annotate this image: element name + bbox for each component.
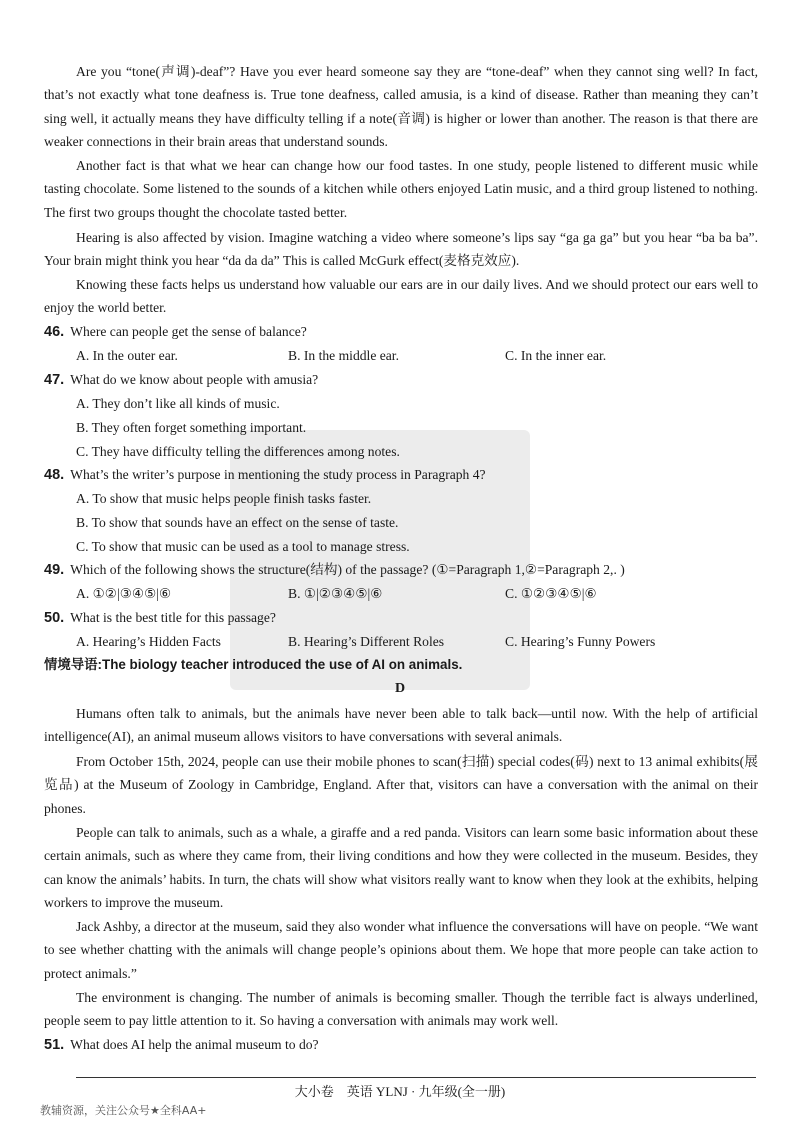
question-50: [44, 606, 758, 630]
question-49-options: [0, 582, 800, 605]
passage-d-paragraph-2: From October 15th, 2024, people can use their mobile phones to scan(扫描) special codes(码) next to 13 animal exhibits(展览品) at the Museum of Zoology in Cambridge, England. After that, visitors can have a conversation with the animal on their phones.: [44, 754, 758, 816]
question-number: 47.: [44, 372, 65, 388]
option-c[interactable]: C. Hearing’s Funny Powers: [505, 634, 656, 649]
option-c[interactable]: C. They have difficulty telling the differences among notes.: [76, 444, 400, 459]
footer-title: 大小卷 英语 YLNJ · 九年级(全一册): [294, 1084, 506, 1099]
context-intro: 情境导语:The biology teacher introduced the use of AI on animals.: [44, 657, 463, 672]
option-a[interactable]: A. They don’t like all kinds of music.: [76, 396, 280, 411]
question-number: 49.: [44, 562, 65, 578]
option-a[interactable]: A. ①②|③④⑤|⑥: [76, 586, 172, 601]
question-49: [44, 558, 758, 582]
passage-d-paragraph-4: Jack Ashby, a director at the museum, said they also wonder what influence the conversations will have on people. “We want to see whether chatting with the animals will change people’s opinions about them. We hope that more people can take action to protect animals.”: [44, 919, 758, 981]
passage-c-paragraph-2: Another fact is that what we hear can change how our food tastes. In one study, people listened to different music while tasting chocolate. Some listened to the sounds of a kitchen while others enjoyed Latin music, and a third group listened to nothing. The first two groups thought the chocolate tasted better.: [44, 158, 758, 220]
option-b[interactable]: B. In the middle ear.: [288, 348, 399, 363]
option-c[interactable]: C. ①②③④⑤|⑥: [505, 586, 597, 601]
passage-d-paragraph-3: People can talk to animals, such as a whale, a giraffe and a red panda. Visitors can learn some basic information about these certain animals, such as where they came from, their living conditions and how they were collected in the museum. Besides, they can know the animals’ habits. In turn, the chats will show what visitors really want to know when they look at the exhibits, helping workers to improve the museum.: [44, 825, 758, 911]
option-c[interactable]: C. To show that music can be used as a tool to manage stress.: [76, 539, 410, 554]
question-number: 46.: [44, 324, 65, 340]
passage-c-paragraph-3: Hearing is also affected by vision. Imagine watching a video where someone’s lips say “ga ga ga” but you hear “ba ba ba”. Your brain might think you hear “da da da” This is called McGurk effect(麦格克效应).: [44, 230, 758, 269]
passage-d-paragraph-1: Humans often talk to animals, but the animals have never been able to talk back—until now. With the help of artificial intelligence(AI), an animal museum allows visitors to have conversations with several animals.: [44, 706, 758, 745]
option-b[interactable]: B. To show that sounds have an effect on the sense of taste.: [76, 515, 399, 530]
option-b[interactable]: B. Hearing’s Different Roles: [288, 634, 445, 649]
passage-d-paragraph-5: The environment is changing. The number of animals is becoming smaller. Though the terrible fact is always underlined, people seem to pay little attention to it. So having a conversation with animals may work well.: [44, 990, 758, 1029]
passage-c-paragraph-1: Are you “tone(声调)-deaf”? Have you ever heard someone say they are “tone-deaf” when they cannot sing well? In fact, that’s not exactly what tone deafness is. True tone deafness, called amusia, is a kind of disease. Rather than meaning they can’t sing well, it actually means they have difficulty telling if a note(音调) is higher or lower than another. The reason is that there are weaker connections in their brain areas that understand sounds.: [44, 64, 759, 150]
question-stem: Where can people get the sense of balance?: [70, 324, 307, 339]
question-number: 48.: [44, 467, 65, 483]
footer-note: 教辅资源，关注公众号★全科AA+: [40, 1104, 207, 1117]
question-51: [44, 1033, 758, 1057]
question-number: 51.: [44, 1037, 65, 1053]
question-46-options: [0, 344, 800, 367]
option-a[interactable]: A. To show that music helps people finish tasks faster.: [76, 491, 372, 506]
option-a[interactable]: A. In the outer ear.: [76, 348, 178, 363]
passage-c-paragraph-4: Knowing these facts helps us understand how valuable our ears are in our daily lives. And we should protect our ears well to enjoy the world better.: [44, 277, 758, 316]
question-stem: Which of the following shows the structure(结构) of the passage? (①=Paragraph 1,②=Paragraph 2,. ): [70, 562, 625, 577]
option-b[interactable]: B. They often forget something important.: [76, 420, 307, 435]
option-a[interactable]: A. Hearing’s Hidden Facts: [76, 634, 221, 649]
question-46: [44, 320, 758, 344]
option-c[interactable]: C. In the inner ear.: [505, 348, 607, 363]
question-stem: What is the best title for this passage?: [70, 610, 276, 625]
question-48: [44, 463, 758, 487]
section-label: D: [394, 681, 406, 696]
option-b[interactable]: B. ①|②③④⑤|⑥: [288, 586, 383, 601]
question-50-options: [0, 630, 800, 653]
question-stem: What do we know about people with amusia?: [70, 372, 319, 387]
footer-divider: [76, 1077, 756, 1078]
question-47: [44, 368, 758, 392]
question-number: 50.: [44, 610, 65, 626]
question-stem: What does AI help the animal museum to do?: [70, 1037, 319, 1052]
question-stem: What’s the writer’s purpose in mentioning the study process in Paragraph 4?: [70, 467, 486, 482]
